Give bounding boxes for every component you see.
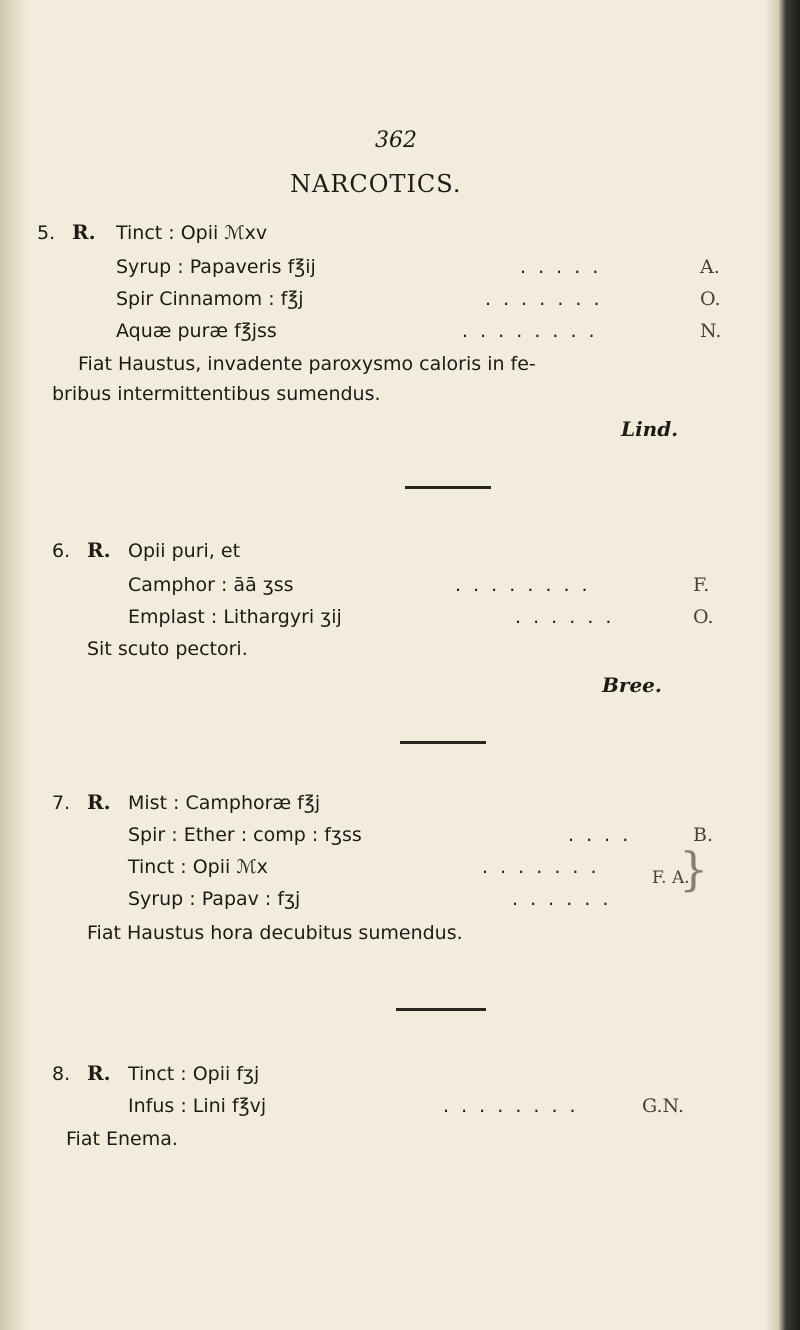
recipe-5-line-4-initial: N. [700, 320, 722, 342]
recipe-8-line-2-initial: G.N. [642, 1095, 684, 1117]
recipe-5-line-4-dots: . . . . . . . . [462, 320, 598, 342]
recipe-7-mark: R. [87, 790, 111, 814]
recipe-5-line-4: Aquæ puræ f℥jss [116, 320, 277, 342]
recipe-5-line-3-dots: . . . . . . . [485, 288, 603, 310]
recipe-7-line-4-dots: . . . . . . [512, 888, 612, 910]
recipe-6-number: 6. [52, 540, 71, 562]
recipe-6-line-3-initial: O. [693, 606, 714, 628]
recipe-7-line-3: Tinct : Opii ℳx [128, 856, 268, 878]
recipe-8-direction-1: Fiat Enema. [66, 1128, 178, 1150]
page-right-edge [778, 0, 800, 1330]
page-heading: NARCOTICS. [290, 170, 462, 198]
recipe-5-direction-1: Fiat Haustus, invadente paroxysmo caloris in fe- [78, 353, 536, 375]
recipe-6-line-1: Opii puri, et [128, 540, 241, 562]
recipe-6-line-3-dots: . . . . . . [515, 606, 615, 628]
recipe-7-brace: } [679, 842, 709, 896]
page-number: 362 [375, 128, 417, 153]
recipe-5-line-3: Spir Cinnamom : f℥j [116, 288, 304, 310]
recipe-7-line-1: Mist : Camphoræ f℥j [128, 792, 321, 814]
recipe-7-line-3-dots: . . . . . . . [482, 856, 600, 878]
recipe-7-brace-initial: F. A. [652, 868, 690, 888]
divider-rule-1 [405, 486, 491, 489]
recipe-5-line-3-initial: O. [700, 288, 721, 310]
page-left-edge [0, 0, 30, 1330]
recipe-7-line-4: Syrup : Papav : fʒj [128, 888, 301, 910]
recipe-5-line-2: Syrup : Papaveris f℥ij [116, 256, 316, 278]
recipe-7-number: 7. [52, 792, 71, 814]
recipe-6-line-2: Camphor : āā ʒss [128, 574, 294, 596]
recipe-5-mark: R. [72, 220, 96, 244]
recipe-6-line-3: Emplast : Lithargyri ʒij [128, 606, 342, 628]
recipe-5-author: Lind. [621, 417, 679, 441]
recipe-8-line-2: Infus : Lini f℥vj [128, 1095, 267, 1117]
recipe-5-line-2-initial: A. [700, 256, 720, 278]
recipe-6-line-2-dots: . . . . . . . . [455, 574, 591, 596]
page-gutter-shadow [764, 0, 778, 1330]
recipe-6-direction-1: Sit scuto pectori. [87, 638, 248, 660]
recipe-7-line-2-dots: . . . . [568, 824, 632, 846]
recipe-6-mark: R. [87, 538, 111, 562]
recipe-6-line-2-initial: F. [693, 574, 710, 596]
recipe-5-line-1: Tinct : Opii ℳxv [116, 222, 268, 244]
recipe-8-mark: R. [87, 1061, 111, 1085]
recipe-7-line-2: Spir : Ether : comp : fʒss [128, 824, 362, 846]
recipe-5-line-2-dots: . . . . . [520, 256, 602, 278]
recipe-8-line-1: Tinct : Opii fʒj [128, 1063, 260, 1085]
recipe-8-number: 8. [52, 1063, 71, 1085]
recipe-6-author: Bree. [602, 673, 662, 697]
recipe-7-direction-1: Fiat Haustus hora decubitus sumendus. [87, 922, 463, 944]
divider-rule-3 [396, 1008, 486, 1011]
recipe-5-direction-2: bribus intermittentibus sumendus. [52, 383, 381, 405]
divider-rule-2 [400, 741, 486, 744]
recipe-8-line-2-dots: . . . . . . . . [443, 1095, 579, 1117]
recipe-5-number: 5. [37, 222, 56, 244]
recipe-7-line-2-initial: B. [693, 824, 714, 846]
